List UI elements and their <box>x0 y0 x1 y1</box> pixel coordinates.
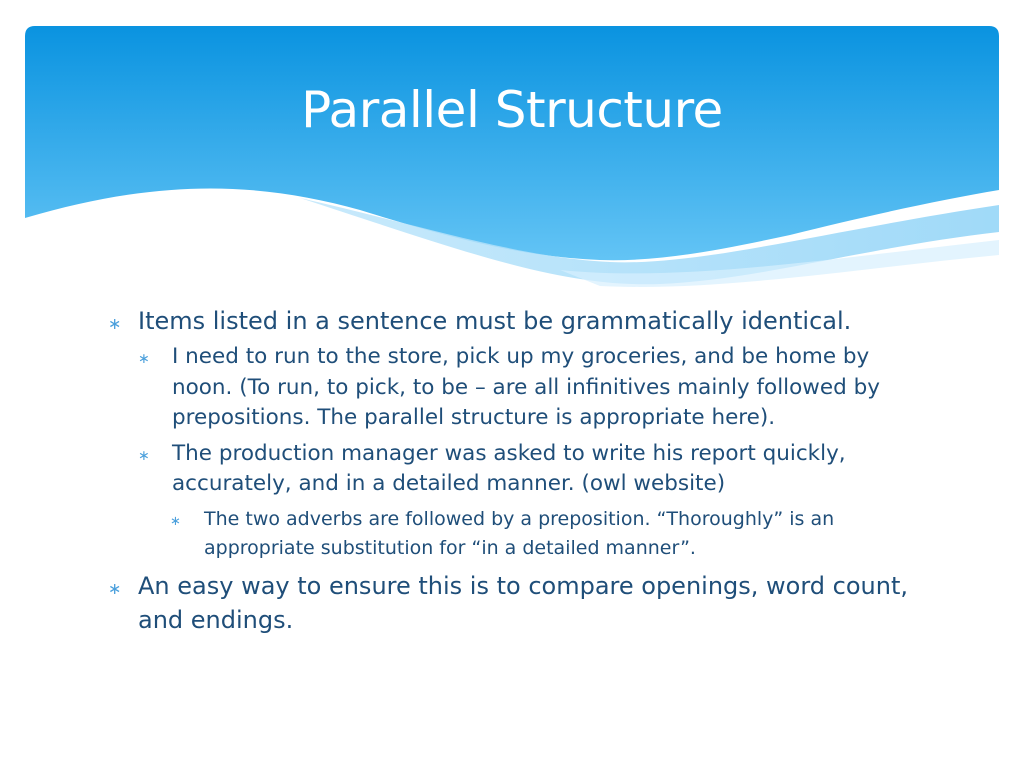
slide-content <box>108 304 928 641</box>
bullet-text: The two adverbs are followed by a preposition. “Thoroughly” is an appropriate substitution for “in a detailed manner”. <box>204 507 835 559</box>
bullet-text: The production manager was asked to write his report quickly, accurately, and in a detailed manner. (owl website) <box>172 440 846 496</box>
asterisk-bullet-icon: ∗ <box>138 351 150 367</box>
bullet-item <box>170 505 928 563</box>
asterisk-bullet-icon: ∗ <box>108 578 122 598</box>
slide-title: Parallel Structure <box>301 81 723 139</box>
bullet-text: I need to run to the store, pick up my groceries, and be home by noon. (To run, to pick, to be – are all infinitives mainly followed by prepositions. The parallel structure is appropriate here). <box>172 344 880 430</box>
bullet-list <box>108 304 928 637</box>
header-wave-background <box>0 0 1024 300</box>
bullet-item <box>108 569 928 637</box>
bullet-text: Items listed in a sentence must be grammatically identical. <box>138 307 852 335</box>
bullet-item <box>138 342 928 434</box>
bullet-item <box>138 439 928 500</box>
asterisk-bullet-icon: ∗ <box>170 513 181 529</box>
asterisk-bullet-icon: ∗ <box>138 447 150 464</box>
bullet-item <box>108 304 928 338</box>
asterisk-bullet-icon: ∗ <box>108 314 122 333</box>
bullet-text: An easy way to ensure this is to compare openings, word count, and endings. <box>138 571 908 634</box>
